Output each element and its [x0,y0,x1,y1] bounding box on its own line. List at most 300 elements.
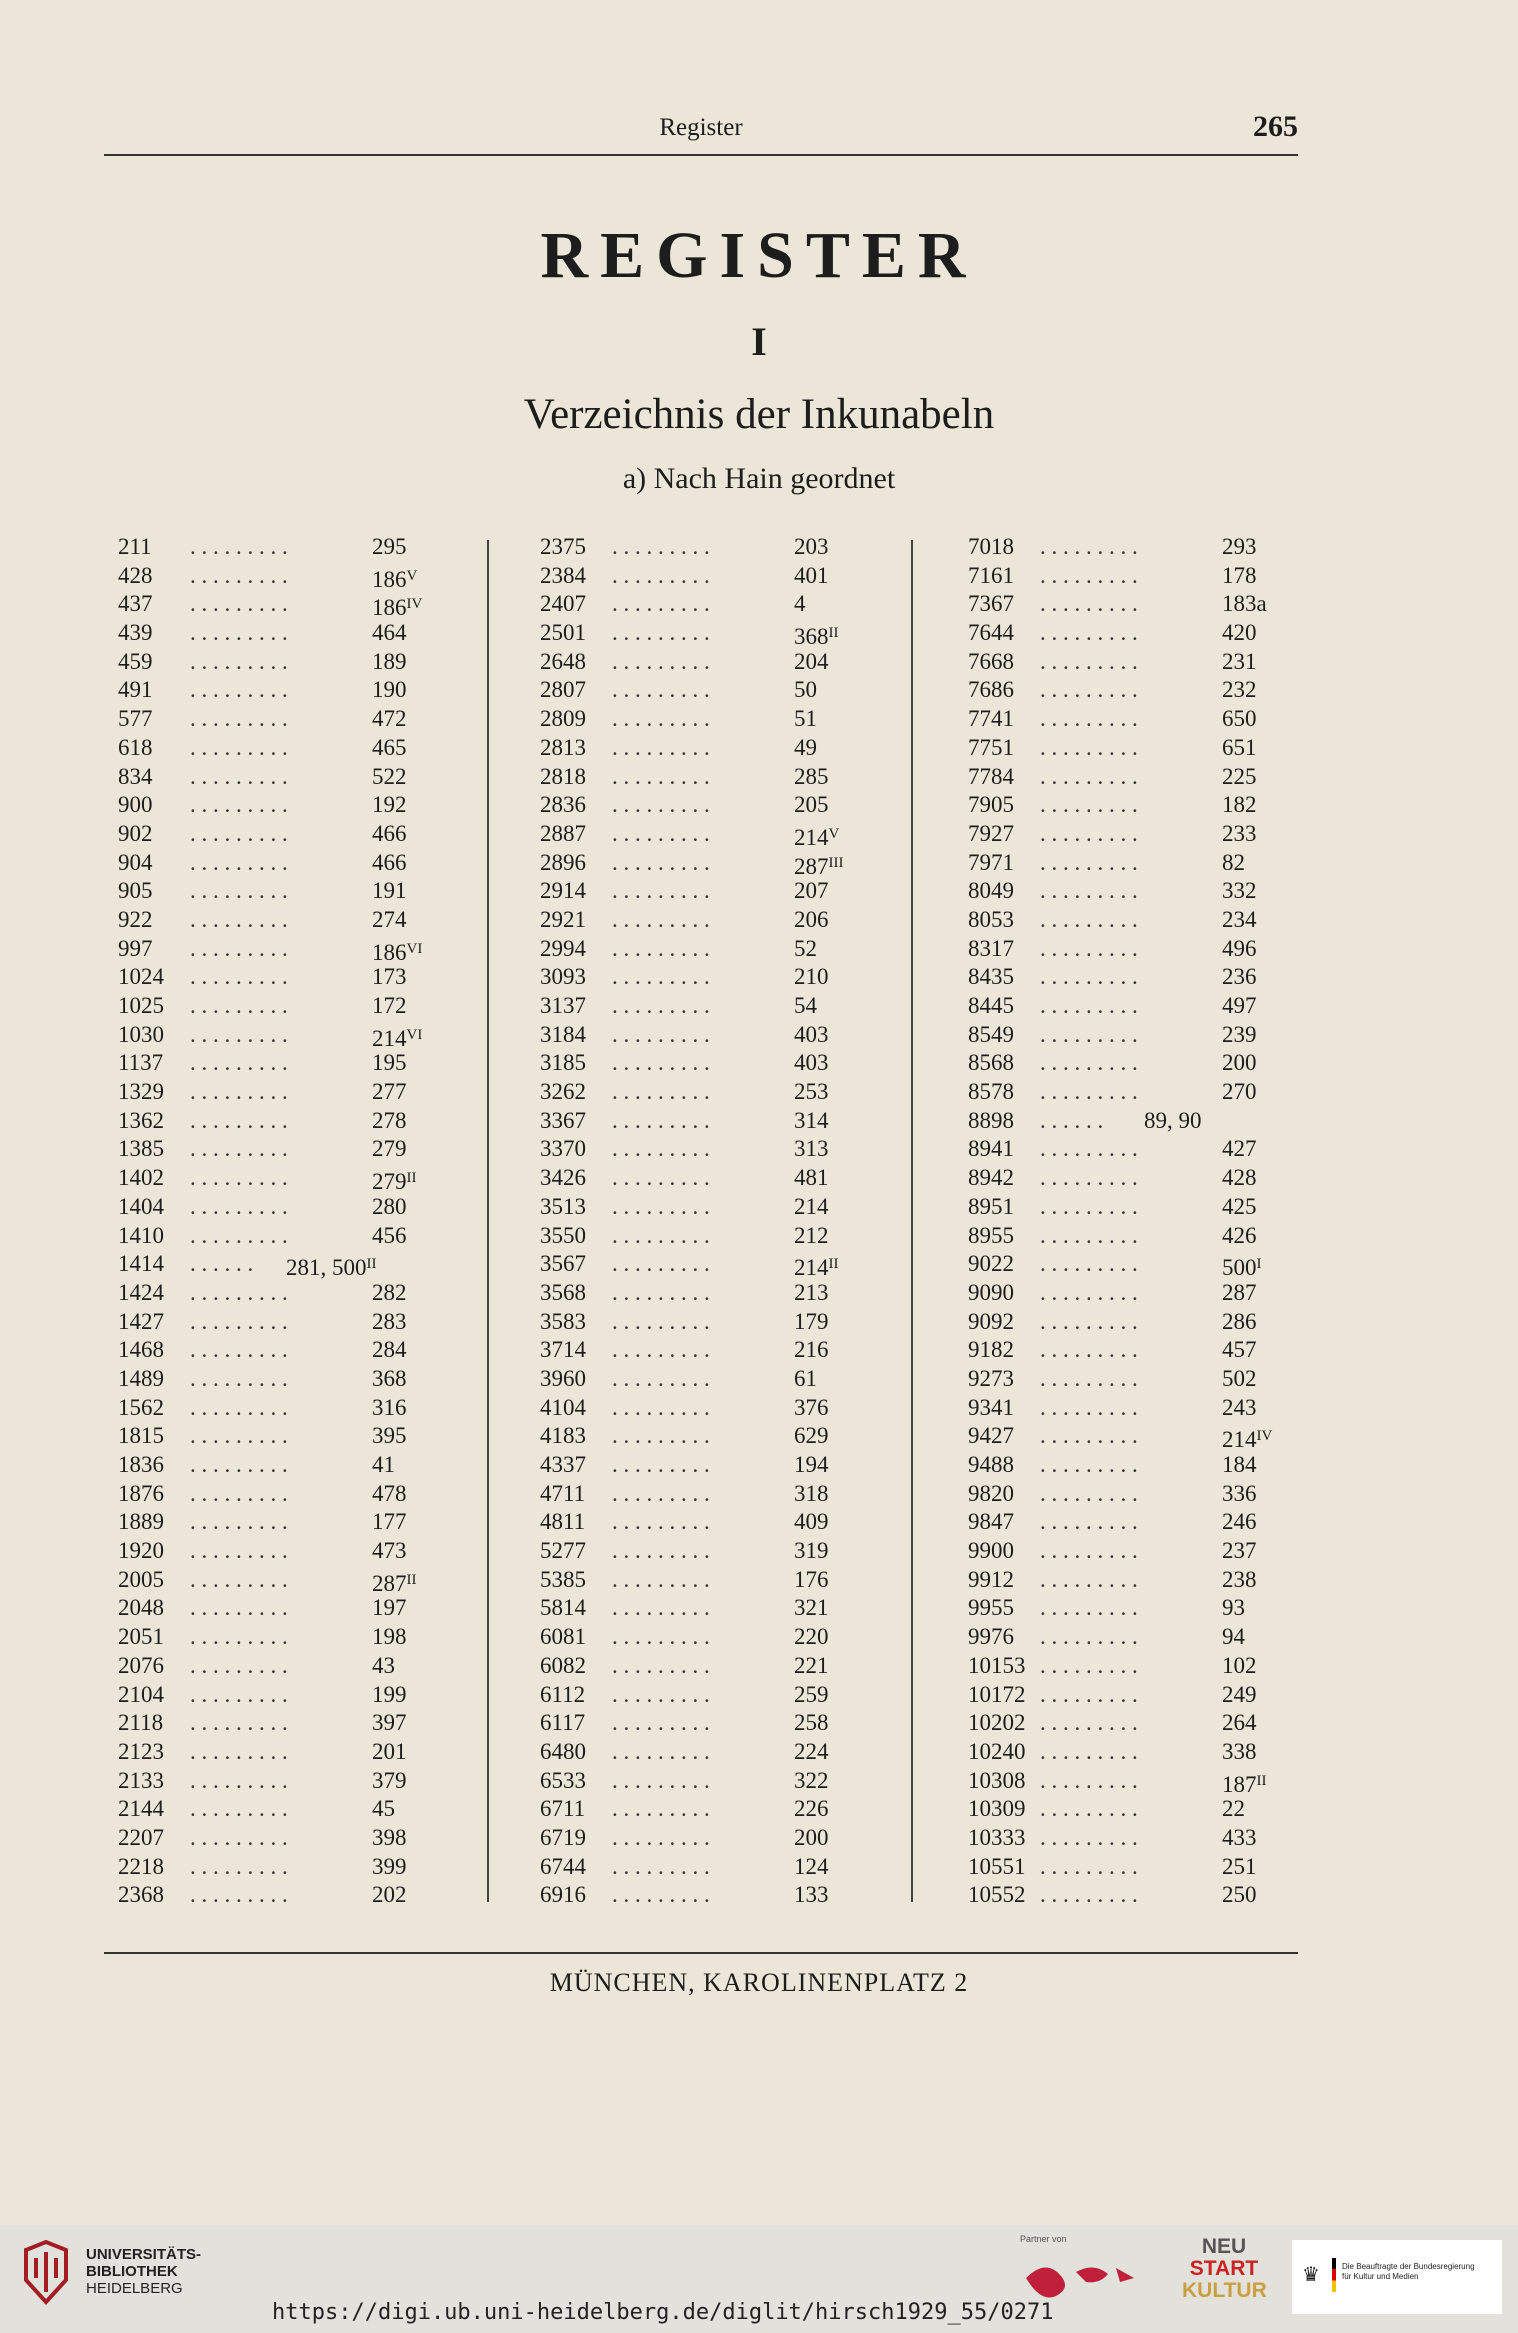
catalogue-number [1222,992,1257,1021]
catalogue-number-value: 502 [1222,1365,1257,1391]
leader-dots: . . . . . . . . . [1040,820,1138,846]
leader-dots: . . . . . . . . . [612,1222,710,1248]
catalogue-number-value: 239 [1222,1021,1257,1047]
variant-marker: II [406,1170,417,1187]
leader-dots: . . . . . . . . . [612,1165,710,1191]
hain-number: 6916 [540,1882,586,1908]
hain-number: 3960 [540,1365,586,1391]
leader-dots: . . . . . . . . . [190,1509,288,1535]
index-entry [540,734,870,763]
catalogue-number-value: 478 [372,1480,407,1506]
index-entry [118,1652,448,1681]
catalogue-number [1222,1222,1257,1251]
leader-dots: . . . . . . . . . [190,1767,288,1793]
hain-number: 9427 [968,1423,1014,1449]
index-entry [540,1250,870,1279]
catalogue-number [794,1049,829,1078]
hain-number: 3093 [540,964,586,990]
catalogue-number [372,705,407,734]
neustart-word: NEU [1201,2235,1247,2258]
catalogue-number [1222,820,1257,849]
leader-dots: . . . . . . . . . [1040,792,1138,818]
index-entry [540,1135,870,1164]
catalogue-number [372,1853,407,1882]
hain-number: 2218 [118,1853,164,1879]
index-entry [540,1222,870,1251]
leader-dots: . . . . . . . . . [190,1853,288,1879]
index-entry [540,619,870,648]
catalogue-number [794,1508,829,1537]
catalogue-number [372,1767,407,1796]
hain-number: 1920 [118,1538,164,1564]
catalogue-number [1222,533,1257,562]
catalogue-number-value: 285 [794,763,829,789]
index-entry [968,1709,1308,1738]
catalogue-number [372,1480,407,1509]
hain-number: 2133 [118,1767,164,1793]
catalogue-number [794,1623,829,1652]
hain-number: 3370 [540,1136,586,1162]
leader-dots: . . . . . . . . . [1040,1279,1138,1305]
hain-number: 3513 [540,1193,586,1219]
hain-number: 10308 [968,1767,1026,1793]
hain-number: 2809 [540,706,586,732]
index-entry [968,1594,1308,1623]
catalogue-number-value: 281, 500 [286,1255,367,1281]
catalogue-number-value: 319 [794,1538,829,1564]
hain-number: 2368 [118,1882,164,1908]
catalogue-number-value: 395 [372,1423,407,1449]
permalink-url[interactable]: https://digi.ub.uni-heidelberg.de/diglit/hirsch1929_55/0271 [272,2300,1054,2325]
catalogue-number-value: 466 [372,849,407,875]
hain-number: 7161 [968,562,1014,588]
hain-number: 9976 [968,1624,1014,1650]
index-entry [968,1394,1308,1423]
leader-dots: . . . . . . . . . [1040,1624,1138,1650]
catalogue-number [372,877,407,906]
leader-dots: . . . . . . . . . [190,1566,288,1592]
index-entry [968,791,1308,820]
catalogue-number [1222,619,1257,648]
hain-number: 8951 [968,1193,1014,1219]
leader-dots: . . . . . . . . . [1040,1681,1138,1707]
catalogue-number-value: 210 [794,964,829,990]
catalogue-number-value: 41 [372,1452,395,1477]
index-entry [540,1566,870,1595]
hain-number: 1402 [118,1165,164,1191]
catalogue-number [1222,1881,1257,1910]
catalogue-number-value: 176 [794,1566,829,1592]
catalogue-number [794,1709,829,1738]
catalogue-number [794,1279,829,1308]
index-entry [118,1767,448,1796]
catalogue-number [794,1336,829,1365]
catalogue-number-value: 397 [372,1710,407,1736]
leader-dots: . . . . . . . . . [612,1337,710,1363]
catalogue-number-value: 214 [1222,1427,1257,1453]
catalogue-number-value: 201 [372,1738,407,1764]
catalogue-number-value: 61 [794,1365,817,1391]
leader-dots: . . . . . . . . . [190,534,288,559]
catalogue-number-value: 51 [794,706,817,732]
hain-number: 1030 [118,1021,164,1047]
index-entry [540,1681,870,1710]
hain-number: 2384 [540,562,586,588]
index-entry [118,1537,448,1566]
library-name[interactable] [86,2246,201,2297]
index-entry [118,1681,448,1710]
hain-number: 1137 [118,1050,164,1076]
leader-dots: . . . . . . . . . [1040,1710,1138,1736]
index-entry [540,1508,870,1537]
leader-dots: . . . . . . . . . [190,591,288,617]
hain-number: 2501 [540,620,586,646]
index-entry [540,1164,870,1193]
catalogue-number [794,1594,829,1623]
catalogue-number [1144,1107,1202,1136]
leader-dots: . . . . . . . . . [612,1624,710,1650]
catalogue-number-value: 251 [1222,1853,1257,1879]
bkm-text [1342,2262,1475,2282]
leader-dots: . . . . . . . . . [1040,1021,1138,1047]
leader-dots: . . . . . . . . . [1040,1308,1138,1334]
index-entry [540,820,870,849]
library-name-line: UNIVERSITÄTS- [86,2246,202,2263]
hain-number: 3184 [540,1021,586,1047]
catalogue-number [372,1107,407,1136]
hain-number: 2123 [118,1738,164,1764]
index-entry [118,791,448,820]
catalogue-number [372,1279,407,1308]
leader-dots: . . . . . . . . . [612,1853,710,1879]
leader-dots: . . . . . . . . . [612,1193,710,1219]
hain-number: 9182 [968,1337,1014,1363]
ddb-bird-logo-icon[interactable] [1016,2248,1166,2318]
section-number: I [751,319,767,364]
leader-dots: . . . . . . . . . [1040,1652,1138,1678]
catalogue-number-value: 190 [372,677,407,703]
catalogue-number-value: 43 [372,1652,395,1678]
catalogue-number-value: 401 [794,562,829,588]
leader-dots: . . . . . . . . . [190,1824,288,1850]
hain-number: 1889 [118,1509,164,1535]
catalogue-number [1222,1853,1257,1882]
catalogue-number [794,676,817,705]
hain-number: 8568 [968,1050,1014,1076]
leader-dots: . . . . . . . . . [1040,993,1138,1018]
catalogue-number-value: 197 [372,1595,407,1621]
variant-marker: IV [406,596,423,613]
catalogue-number-value: 279 [372,1169,407,1195]
catalogue-number [1222,906,1257,935]
hain-number: 10309 [968,1796,1026,1822]
index-entry [118,1824,448,1853]
university-library-logo-icon[interactable] [20,2240,72,2312]
catalogue-number-value: 54 [794,993,817,1018]
index-entry [118,1222,448,1251]
leader-dots: . . . . . . . . . [612,878,710,904]
index-entry [118,562,448,591]
index-entry [968,705,1308,734]
catalogue-number-value: 287 [794,853,829,879]
leader-dots: . . . . . . . . . [1040,734,1138,760]
index-entry [540,1795,870,1824]
leader-dots: . . . . . . . . . [1040,1767,1138,1793]
column-divider [911,540,913,1902]
catalogue-number-value: 264 [1222,1710,1257,1736]
index-entry [118,1078,448,1107]
hain-number: 1362 [118,1107,164,1133]
index-entry [118,906,448,935]
index-entry [968,1537,1308,1566]
catalogue-number-value: 321 [794,1595,829,1621]
catalogue-number-value: 473 [372,1538,407,1564]
catalogue-number-value: 496 [1222,935,1257,961]
leader-dots: . . . . . . . . . [612,1824,710,1850]
catalogue-number-value: 224 [794,1738,829,1764]
hain-number: 3426 [540,1165,586,1191]
catalogue-number-value: 194 [794,1452,829,1477]
leader-dots: . . . . . . . . . [190,1652,288,1678]
leader-dots: . . . . . . . . . [1040,1595,1138,1621]
leader-dots: . . . . . . . . . [190,1882,288,1908]
catalogue-number-value: 173 [372,964,407,990]
index-entry [968,963,1308,992]
catalogue-number-value: 172 [372,993,407,1018]
catalogue-number-value: 4 [794,591,806,617]
leader-dots: . . . . . . . . . [612,734,710,760]
leader-dots: . . . . . . . . . [612,1538,710,1564]
index-entry [118,1164,448,1193]
hain-number: 2144 [118,1796,164,1822]
leader-dots: . . . . . . . . . [612,648,710,674]
leader-dots: . . . . . . . . . [1040,1193,1138,1219]
leader-dots: . . . . . . . . . [1040,1538,1138,1564]
hain-number: 1489 [118,1365,164,1391]
hain-number: 8578 [968,1079,1014,1105]
catalogue-number [1222,1365,1257,1394]
neustart-kultur-logo[interactable] [1182,2236,1266,2326]
catalogue-number-value: 399 [372,1853,407,1879]
catalogue-number-value: 284 [372,1337,407,1363]
leader-dots: . . . . . . . . . [612,820,710,846]
leader-dots: . . . . . . . . . [1040,964,1138,990]
index-entry [968,935,1308,964]
german-flag-stripe [1332,2258,1336,2292]
hain-number: 904 [118,849,153,875]
catalogue-number [794,1164,829,1193]
catalogue-number-value: 398 [372,1824,407,1850]
index-entry [118,1308,448,1337]
catalogue-number [794,992,817,1021]
catalogue-number-value: 216 [794,1337,829,1363]
leader-dots: . . . . . . . . . [190,1624,288,1650]
leader-dots: . . . . . . . . . [190,763,288,789]
index-entry [118,1107,448,1136]
column-divider [487,540,489,1902]
hain-number: 3367 [540,1107,586,1133]
leader-dots: . . . . . . . . . [612,591,710,617]
catalogue-number-value: 426 [1222,1222,1257,1248]
catalogue-number [372,1537,407,1566]
hain-number: 1414 [118,1251,164,1277]
leader-dots: . . . . . . . . . [612,1107,710,1133]
index-entry [968,676,1308,705]
catalogue-number [372,1508,407,1537]
hain-number: 2994 [540,935,586,961]
hain-number: 577 [118,706,153,732]
index-entry [540,562,870,591]
leader-dots: . . . . . . . . . [612,993,710,1018]
catalogue-number-value: 409 [794,1509,829,1535]
hain-number: 491 [118,677,153,703]
catalogue-number-value: 287 [1222,1279,1257,1305]
leader-dots: . . . . . . . . . [612,620,710,646]
index-entry [968,1135,1308,1164]
catalogue-number-value: 199 [372,1681,407,1707]
index-entry [540,906,870,935]
index-entry [540,791,870,820]
catalogue-number [1222,1738,1257,1767]
variant-marker: V [406,567,418,584]
library-name-line: HEIDELBERG [86,2280,183,2297]
leader-dots: . . . . . . . . . [1040,906,1138,932]
leader-dots: . . . . . . . . . [612,763,710,789]
hain-number: 2407 [540,591,586,617]
catalogue-number-value: 207 [794,878,829,904]
catalogue-number-value: 403 [794,1021,829,1047]
catalogue-number [372,1594,407,1623]
leader-dots: . . . . . . . . . [612,1394,710,1420]
leader-dots: . . . . . . . . . [612,1279,710,1305]
index-entry [118,1709,448,1738]
leader-dots: . . . . . . . . . [190,1079,288,1105]
leader-dots: . . . . . . . . . [190,792,288,818]
hain-number: 1815 [118,1423,164,1449]
catalogue-number-value: 186 [372,939,407,965]
catalogue-number-value: 428 [1222,1165,1257,1191]
catalogue-number [372,676,407,705]
catalogue-number [1222,1652,1257,1681]
catalogue-number-value: 184 [1222,1452,1257,1477]
catalogue-number [372,992,407,1021]
catalogue-number-value: 234 [1222,906,1257,932]
catalogue-number [1222,1279,1257,1308]
index-entry [968,619,1308,648]
catalogue-number [372,1795,395,1824]
index-entry [540,590,870,619]
index-entry [118,1594,448,1623]
index-entry [968,1824,1308,1853]
hain-number: 2118 [118,1710,164,1736]
hain-number: 4183 [540,1423,586,1449]
leader-dots: . . . . . . . . . [190,706,288,732]
leader-dots: . . . . . . . . . [612,1423,710,1449]
leader-dots: . . . . . . . . . [190,1738,288,1764]
hain-number: 7971 [968,849,1014,875]
hain-number: 1329 [118,1079,164,1105]
running-title: Register [659,114,743,141]
index-entry [118,1881,448,1910]
bkm-logo[interactable] [1292,2240,1502,2314]
catalogue-number [1222,791,1257,820]
catalogue-number-value: 200 [1222,1050,1257,1076]
leader-dots: . . . . . . . . . [190,677,288,703]
hain-number: 900 [118,792,153,818]
catalogue-number [1222,1623,1245,1652]
catalogue-number-value: 425 [1222,1193,1257,1219]
catalogue-number-value: 52 [794,935,817,961]
leader-dots: . . . . . . . . . [612,1652,710,1678]
catalogue-number [794,906,829,935]
catalogue-number-value: 433 [1222,1824,1257,1850]
leader-dots: . . . . . . . . . [190,878,288,904]
leader-dots: . . . . . . . . . [1040,763,1138,789]
leader-dots: . . . . . . . . . [612,1681,710,1707]
catalogue-number [372,849,407,878]
catalogue-number-value: 220 [794,1624,829,1650]
hain-number: 1025 [118,993,164,1018]
leader-dots: . . . . . . . . . [612,1710,710,1736]
index-entry [968,1336,1308,1365]
catalogue-number-value: 376 [794,1394,829,1420]
leader-dots: . . . . . . . . . [612,1136,710,1162]
hain-number: 2104 [118,1681,164,1707]
leader-dots: . . . . . . . . . [612,1738,710,1764]
leader-dots: . . . . . . . . . [190,1365,288,1391]
hain-number: 4811 [540,1509,586,1535]
hain-number: 6081 [540,1624,586,1650]
leader-dots: . . . . . . . . . [612,534,710,559]
hain-number: 439 [118,620,153,646]
leader-dots: . . . . . . . . . [190,1480,288,1506]
leader-dots: . . . . . . . . . [190,935,288,961]
catalogue-number-value: 89, 90 [1144,1107,1202,1133]
index-entry [540,1193,870,1222]
catalogue-number-value: 258 [794,1710,829,1736]
index-entry [968,1566,1308,1595]
section-subtitle: Verzeichnis der Inkunabeln [523,391,995,438]
catalogue-number [794,963,829,992]
publisher-address: MÜNCHEN, KAROLINENPLATZ 2 [549,1968,969,1997]
catalogue-number [372,1681,407,1710]
hain-number: 2914 [540,878,586,904]
index-entry [118,1394,448,1423]
hain-number: 7367 [968,591,1014,617]
catalogue-number [1222,1308,1257,1337]
leader-dots: . . . . . . . . . [190,1193,288,1219]
catalogue-number [794,1365,817,1394]
catalogue-number [794,1824,829,1853]
index-entry [540,1365,870,1394]
hain-number: 7018 [968,534,1014,559]
leader-dots: . . . . . . . . . [1040,620,1138,646]
leader-dots: . . . . . . . . . [190,1107,288,1133]
index-entry [968,1881,1308,1910]
catalogue-number [372,820,407,849]
index-entry [118,1623,448,1652]
catalogue-number [372,1135,407,1164]
catalogue-number-value: 464 [372,620,407,646]
index-column-1 [118,533,448,1910]
hain-number: 2076 [118,1652,164,1678]
catalogue-number-value: 497 [1222,993,1257,1018]
variant-marker: V [828,825,840,842]
leader-dots: . . . . . . . . . [612,849,710,875]
catalogue-number-value: 249 [1222,1681,1257,1707]
hain-number: 2836 [540,792,586,818]
hain-number: 8549 [968,1021,1014,1047]
